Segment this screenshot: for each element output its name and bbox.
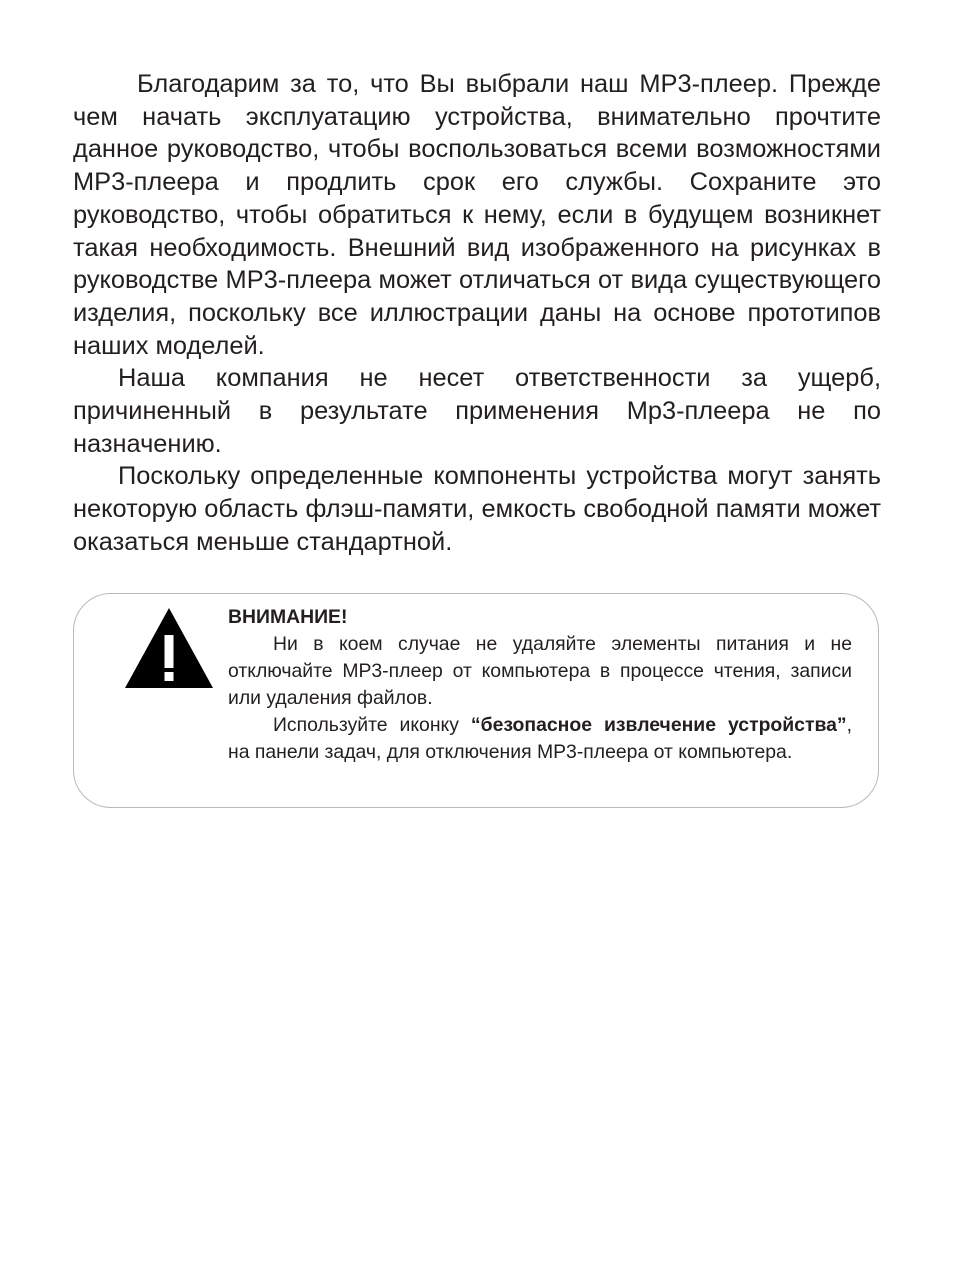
intro-paragraph-2: Наша компания не несет ответственности за ущерб, причиненный в результате применения Мр3-плеера не по назначению. [73, 364, 881, 458]
notice-paragraph-2-lead: Используйте иконку [273, 714, 471, 736]
notice-paragraph-2 [228, 712, 852, 766]
notice-title: ВНИМАНИЕ! [228, 606, 348, 628]
notice-content [228, 604, 852, 766]
warning-triangle-icon [125, 608, 213, 688]
safe-removal-term: “безопасное извлечение устройства” [470, 714, 847, 736]
warning-notice-box [73, 593, 879, 808]
notice-paragraph-1: Ни в коем случае не удаляйте элементы питания и не отключайте МР3-плеер от компьютера в процессе чтения, записи или удаления файлов. [228, 633, 852, 709]
intro-paragraph-1: Благодарим за то, что Вы выбрали наш МР3-плеер. Прежде чем начать эксплуатацию устройства, внимательно прочтите данное руководство, чтобы воспользоваться всеми возможностями МР3-плеера и продлить срок его службы. Сохраните это руководство, чтобы обратиться к нему, если в будущем возникнет такая необходимость. Внешний вид изображенного на рисунках в руководстве МР3-плеера может отличаться от вида существующего изделия, поскольку все иллюстрации даны на основе прототипов наших моделей. [73, 70, 881, 360]
document-body [73, 68, 881, 559]
notice-paragraph-2-tail: , на панели задач, для отключения МР3-плеера от компьютера. [228, 714, 852, 763]
intro-paragraph-3: Поскольку определенные компоненты устройства могут занять некоторую область флэш-памяти, емкость свободной памяти может оказаться меньше стандартной. [73, 462, 881, 556]
